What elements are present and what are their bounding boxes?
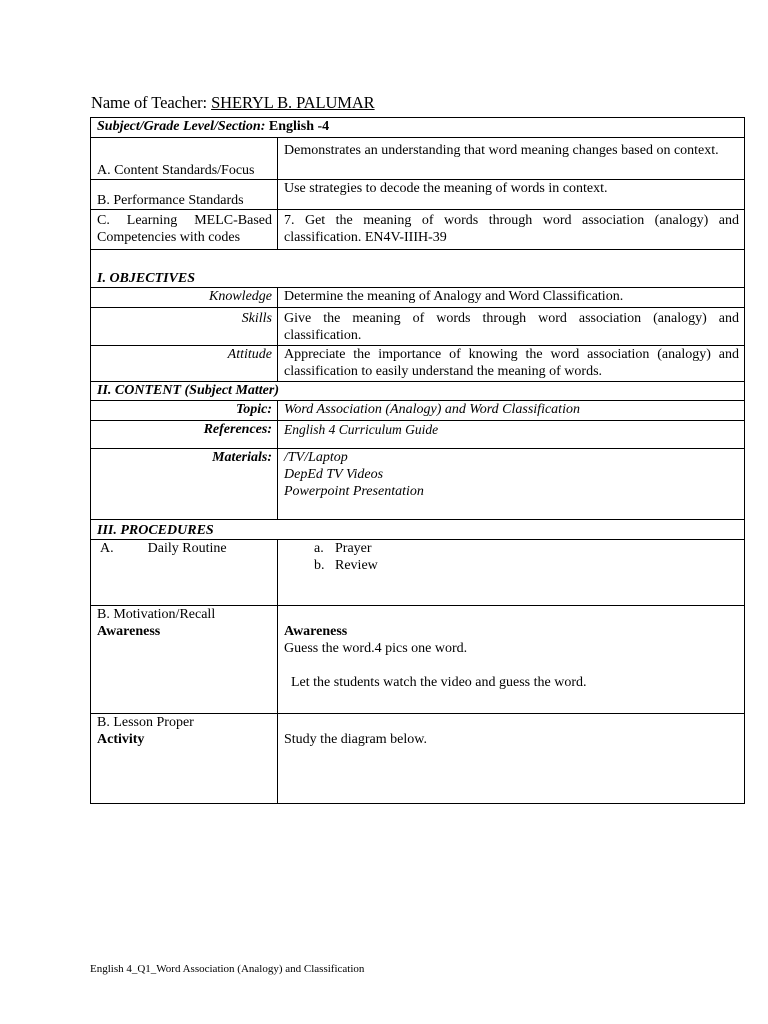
material-item: Powerpoint Presentation <box>284 484 424 499</box>
list-marker: a. <box>314 541 324 556</box>
list-item <box>314 557 739 574</box>
performance-standards-label: B. Performance Standards <box>91 180 278 210</box>
skills-label: Skills <box>91 308 278 346</box>
teacher-label: Name of Teacher: <box>91 93 212 112</box>
content-standards-label: A. Content Standards/Focus <box>91 138 278 180</box>
materials-row <box>91 449 745 520</box>
objectives-heading-row <box>91 250 745 288</box>
teacher-name-line <box>91 93 375 113</box>
lesson-label: B. Lesson Proper <box>97 715 194 730</box>
content-standards-text: Demonstrates an understanding that word meaning changes based on context. <box>278 138 745 180</box>
motivation-line-1: Guess the word.4 pics one word. <box>284 641 468 656</box>
motivation-label: B. Motivation/Recall <box>97 607 216 622</box>
lesson-proper-row <box>91 714 745 804</box>
attitude-row <box>91 346 745 382</box>
materials-list <box>278 449 745 520</box>
procedures-heading-row <box>91 520 745 540</box>
knowledge-label: Knowledge <box>91 288 278 308</box>
lesson-text: Study the diagram below. <box>284 732 427 747</box>
content-heading: II. CONTENT (Subject Matter) <box>91 382 745 401</box>
daily-routine-label <box>91 540 278 606</box>
daily-routine-letter: A. <box>100 541 114 556</box>
list-item-text: Review <box>335 558 378 573</box>
objectives-heading: I. OBJECTIVES <box>91 250 745 288</box>
references-row <box>91 421 745 449</box>
knowledge-row <box>91 288 745 308</box>
references-label: References: <box>91 421 278 449</box>
subject-cell <box>91 118 745 138</box>
teacher-name: SHERYL B. PALUMAR <box>211 93 375 112</box>
list-marker: b. <box>314 558 325 573</box>
topic-text: Word Association (Analogy) and Word Classification <box>278 401 745 421</box>
daily-routine-text: Daily Routine <box>147 541 227 556</box>
motivation-label-cell <box>91 606 278 714</box>
skills-row <box>91 308 745 346</box>
melc-text: 7. Get the meaning of words through word association (analogy) and classification. EN4V-IIIH-39 <box>278 210 745 250</box>
daily-routine-items <box>278 540 745 606</box>
performance-standards-text: Use strategies to decode the meaning of words in context. <box>278 180 745 210</box>
page-footer: English 4_Q1_Word Association (Analogy) and Classification <box>90 963 365 975</box>
lesson-plan-table <box>90 117 745 804</box>
motivation-line-2: Let the students watch the video and guess the word. <box>291 675 587 690</box>
motivation-heading: Awareness <box>284 624 348 639</box>
content-standards-row <box>91 138 745 180</box>
procedures-heading: III. PROCEDURES <box>91 520 745 540</box>
daily-routine-row <box>91 540 745 606</box>
material-item: DepEd TV Videos <box>284 467 384 482</box>
material-item: /TV/Laptop <box>284 450 348 465</box>
melc-label: C. Learning MELC-Based Competencies with codes <box>91 210 278 250</box>
melc-row <box>91 210 745 250</box>
content-heading-row <box>91 382 745 401</box>
subject-value: English -4 <box>268 119 330 134</box>
lesson-content <box>278 714 745 804</box>
references-text: English 4 Curriculum Guide <box>278 421 745 449</box>
list-item-text: Prayer <box>335 541 372 556</box>
motivation-row <box>91 606 745 714</box>
attitude-label: Attitude <box>91 346 278 382</box>
materials-label: Materials: <box>91 449 278 520</box>
skills-text: Give the meaning of words through word association (analogy) and classification. <box>278 308 745 346</box>
topic-row <box>91 401 745 421</box>
knowledge-text: Determine the meaning of Analogy and Word Classification. <box>278 288 745 308</box>
list-item <box>314 540 739 557</box>
topic-label: Topic: <box>91 401 278 421</box>
lesson-sublabel: Activity <box>97 732 145 747</box>
lesson-label-cell <box>91 714 278 804</box>
subject-row <box>91 118 745 138</box>
performance-standards-row <box>91 180 745 210</box>
motivation-content <box>278 606 745 714</box>
attitude-text: Appreciate the importance of knowing the word association (analogy) and classification to easily understand the meaning of words. <box>278 346 745 382</box>
motivation-sublabel: Awareness <box>97 624 161 639</box>
subject-label: Subject/Grade Level/Section: <box>97 119 266 134</box>
